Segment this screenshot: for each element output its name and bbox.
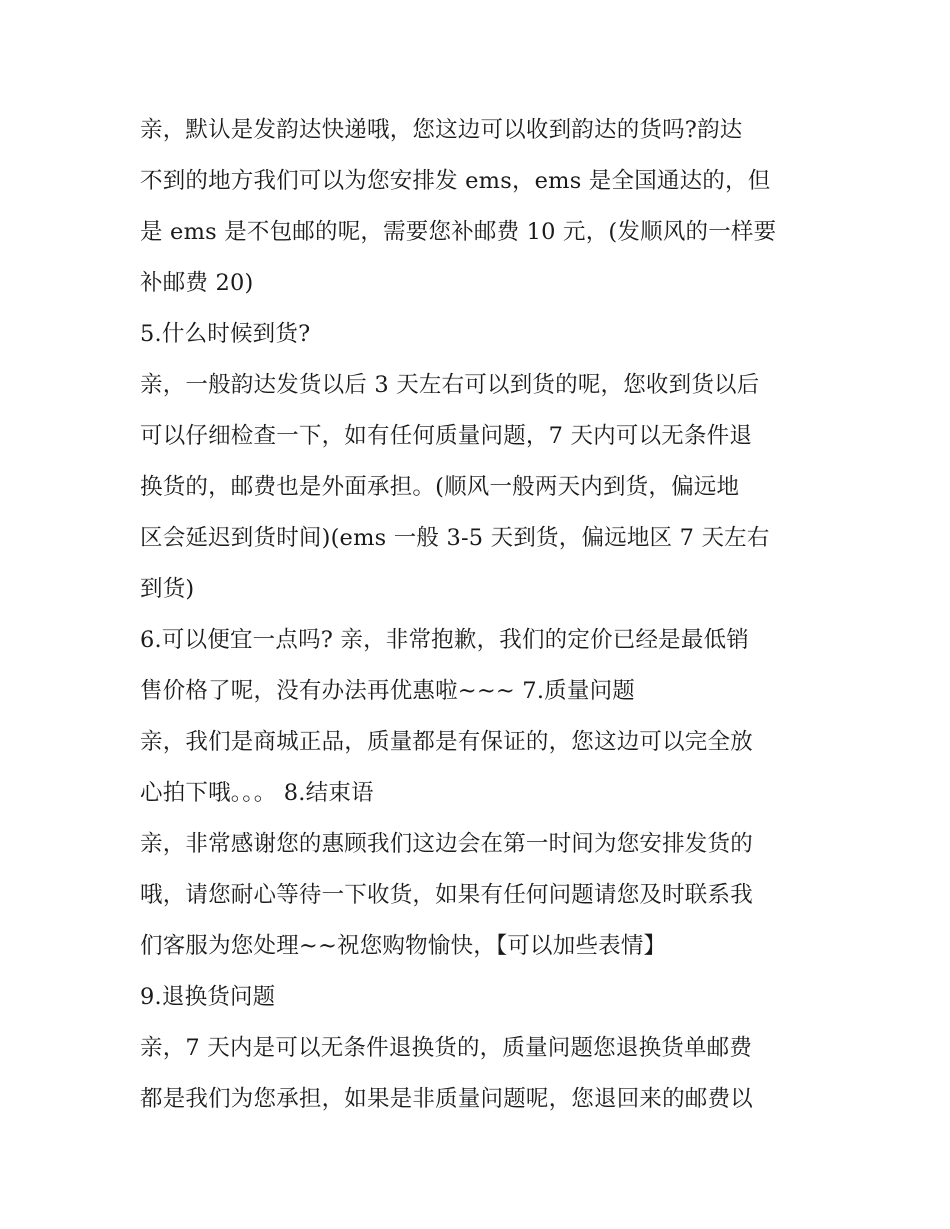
text-line: 亲，一般韵达发货以后 3 天左右可以到货的呢，您收到货以后 <box>140 372 760 398</box>
section-heading: 5.什么时候到货? <box>140 321 311 347</box>
text-line: 到货) <box>140 576 195 602</box>
text-line: 换货的，邮费也是外面承担。(顺风一般两天内到货，偏远地 <box>140 474 740 500</box>
text-line: 亲，非常感谢您的惠顾我们这边会在第一时间为您安排发货的 <box>140 831 753 857</box>
text-line: 是 ems 是不包邮的呢，需要您补邮费 10 元，(发顺风的一样要 <box>140 219 777 245</box>
text-line: 心拍下哦。。。 8.结束语 <box>140 780 374 806</box>
text-line: 亲，我们是商城正品，质量都是有保证的，您这边可以完全放 <box>140 729 753 755</box>
document-body <box>140 105 820 1125</box>
section-heading: 9.退换货问题 <box>140 984 276 1010</box>
text-line: 6.可以便宜一点吗? 亲，非常抱歉，我们的定价已经是最低销 <box>140 627 749 653</box>
text-line: 补邮费 20) <box>140 270 254 296</box>
text-line: 售价格了呢，没有办法再优惠啦~~~ 7.质量问题 <box>140 678 635 704</box>
text-line: 们客服为您处理~~祝您购物愉快，【可以加些表情】 <box>140 933 667 959</box>
text-line: 都是我们为您承担，如果是非质量问题呢，您退回来的邮费以 <box>140 1086 753 1112</box>
text-line: 亲，默认是发韵达快递哦，您这边可以收到韵达的货吗?韵达 <box>140 117 743 143</box>
text-line: 不到的地方我们可以为您安排发 ems，ems 是全国通达的，但 <box>140 168 771 194</box>
text-line: 亲，7 天内是可以无条件退换货的，质量问题您退换货单邮费 <box>140 1035 753 1061</box>
text-line: 可以仔细检查一下，如有任何质量问题，7 天内可以无条件退 <box>140 423 753 449</box>
text-line: 区会延迟到货时间)(ems 一般 3-5 天到货，偏远地区 7 天左右 <box>140 525 770 551</box>
text-line: 哦，请您耐心等待一下收货，如果有任何问题请您及时联系我 <box>140 882 753 908</box>
